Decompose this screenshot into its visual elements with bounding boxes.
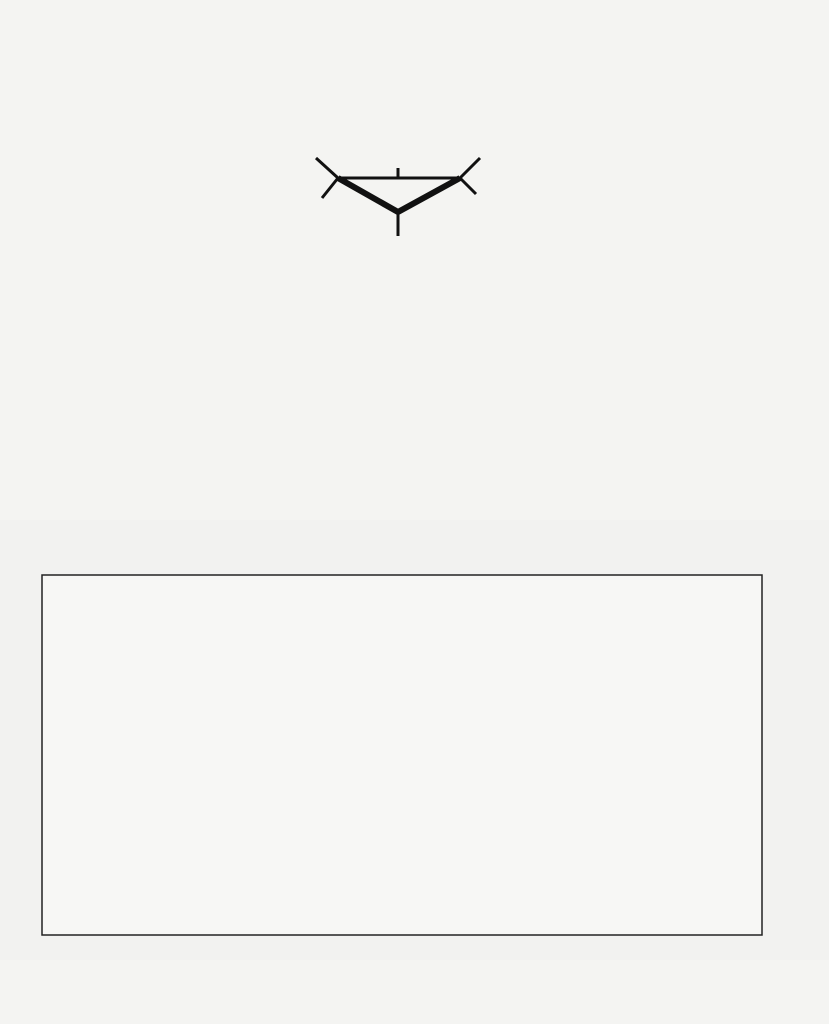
figure-caption xyxy=(127,962,727,977)
plot-frame xyxy=(42,575,762,935)
cyclopropane-structure xyxy=(250,130,530,270)
nmr-spectrum xyxy=(0,520,829,960)
